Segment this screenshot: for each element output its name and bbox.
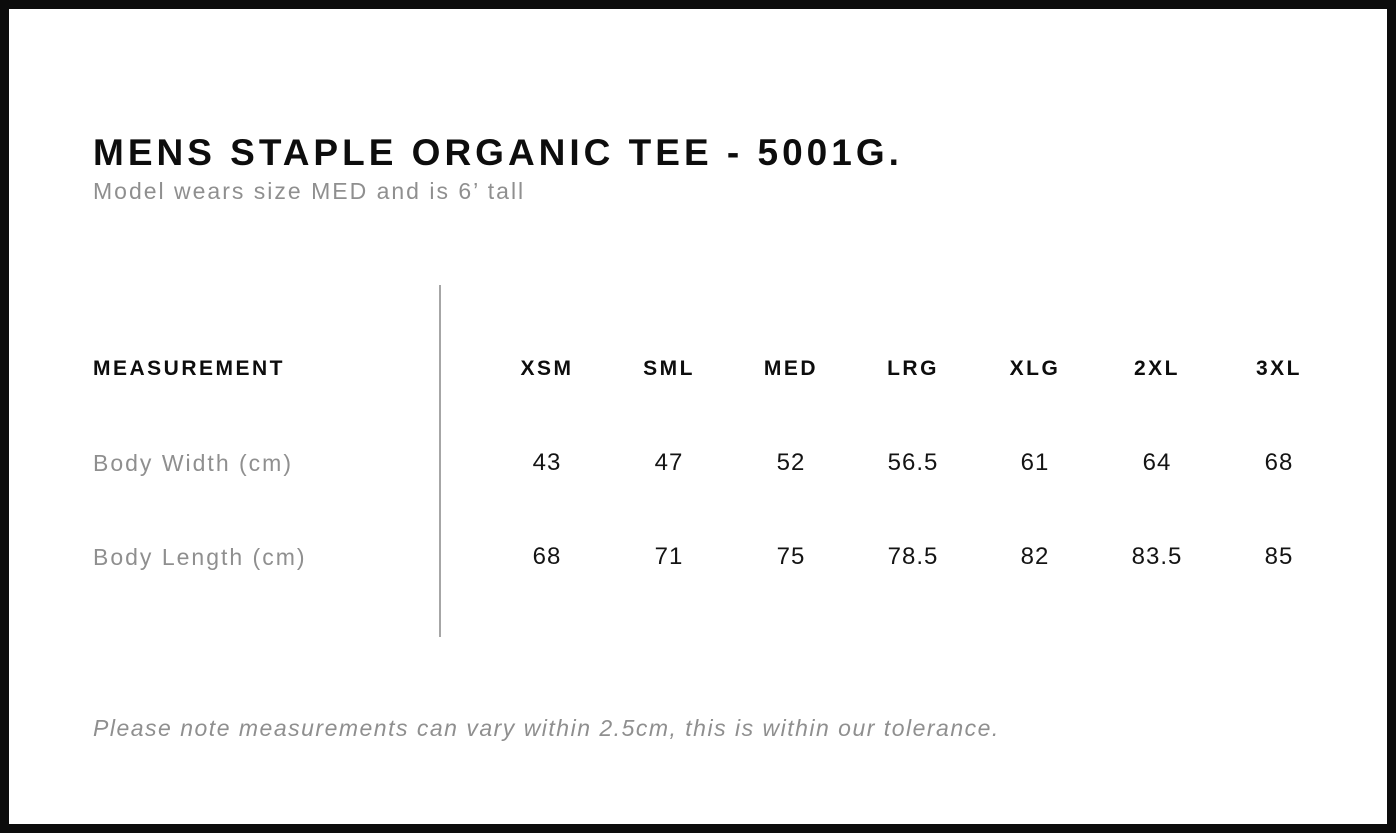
body-width-xlg: 61 — [1020, 449, 1050, 476]
product-title: MENS STAPLE ORGANIC TEE - 5001G. — [93, 131, 903, 173]
body-length-xlg: 82 — [1020, 543, 1050, 570]
size-header-2xl: 2XL — [1133, 357, 1180, 380]
body-length-lrg: 78.5 — [887, 543, 939, 570]
size-header-xsm: XSM — [520, 357, 574, 380]
table-row-body-length — [93, 510, 1340, 604]
body-width-3xl: 68 — [1264, 449, 1294, 476]
body-length-xsm: 68 — [532, 543, 562, 570]
size-chart-table — [93, 322, 1340, 604]
size-header-xlg: XLG — [1009, 357, 1061, 380]
body-width-lrg: 56.5 — [887, 449, 939, 476]
row-label-body-length: Body Length (cm) — [93, 543, 307, 570]
measurement-column-header: MEASUREMENT — [93, 357, 286, 380]
body-length-sml: 71 — [654, 543, 684, 570]
size-header-3xl: 3XL — [1255, 357, 1302, 380]
table-row-body-width — [93, 416, 1340, 510]
model-size-note: Model wears size MED and is 6’ tall — [93, 178, 526, 204]
body-length-med: 75 — [776, 543, 806, 570]
body-width-sml: 47 — [654, 449, 684, 476]
size-header-sml: SML — [643, 357, 695, 380]
body-width-2xl: 64 — [1142, 449, 1172, 476]
body-width-med: 52 — [776, 449, 806, 476]
body-length-2xl: 83.5 — [1131, 543, 1183, 570]
row-label-body-width: Body Width (cm) — [93, 449, 293, 476]
body-width-xsm: 43 — [532, 449, 562, 476]
size-header-med: MED — [763, 357, 819, 380]
size-header-lrg: LRG — [887, 357, 939, 380]
body-length-3xl: 85 — [1264, 543, 1294, 570]
tolerance-note: Please note measurements can vary within 2.5cm, this is within our tolerance. — [93, 715, 1000, 741]
size-chart-header-row — [93, 322, 1340, 416]
